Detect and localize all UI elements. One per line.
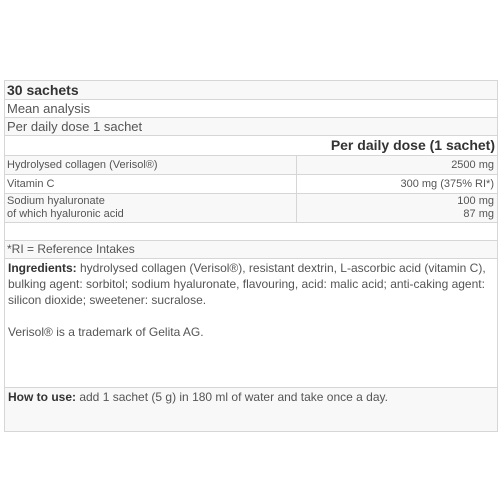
- per-daily-dose-note: Per daily dose 1 sachet: [5, 118, 498, 136]
- column-title: Per daily dose (1 sachet): [5, 136, 498, 156]
- hyaluronic-acid-value: 87 mg: [463, 208, 494, 220]
- nutrient-row: [5, 175, 498, 194]
- mean-analysis-row: [5, 100, 498, 118]
- ingredients-label: Ingredients:: [8, 261, 77, 275]
- per-daily-dose-note-row: [5, 118, 498, 136]
- spacer-cell: [5, 223, 498, 241]
- ingredients-text: hydrolysed collagen (Verisol®), resistant dextrin, L-ascorbic acid (vitamin C), bulking agent: sorbitol; sodium hyaluronate, flavouring, acid: malic acid; anti-caking agent: silicon dioxide; sweetener: sucralose.: [8, 261, 486, 307]
- hyaluronic-acid-name: of which hyaluronic acid: [7, 208, 124, 220]
- ingredients-row: [5, 259, 498, 388]
- nutrient-value: 2500 mg: [296, 156, 497, 175]
- how-to-use-text: add 1 sachet (5 g) in 180 ml of water and take once a day.: [76, 390, 388, 404]
- mean-analysis: Mean analysis: [5, 100, 498, 118]
- footnote-row: [5, 241, 498, 259]
- spacer-row: [5, 223, 498, 241]
- hyaluronate-value: 100 mg: [457, 195, 494, 207]
- hyaluronate-names: [5, 194, 297, 223]
- how-to-use-row: [5, 388, 498, 432]
- footnote: *RI = Reference Intakes: [5, 241, 498, 259]
- column-title-row: [5, 136, 498, 156]
- how-to-use-cell: [5, 388, 498, 432]
- nutrition-table: [4, 80, 498, 432]
- pack-size-row: [5, 81, 498, 100]
- nutrient-name: Hydrolysed collagen (Verisol®): [5, 156, 297, 175]
- nutrient-row: [5, 156, 498, 175]
- nutrient-name: Vitamin C: [5, 175, 297, 194]
- how-to-use-label: How to use:: [8, 390, 76, 404]
- pack-size: 30 sachets: [5, 81, 498, 100]
- trademark-note: Verisol® is a trademark of Gelita AG.: [8, 325, 204, 339]
- hyaluronate-name: Sodium hyaluronate: [7, 195, 105, 207]
- hyaluronate-row: [5, 194, 498, 223]
- hyaluronate-values: [296, 194, 497, 223]
- nutrient-value: 300 mg (375% RI*): [296, 175, 497, 194]
- ingredients-cell: [5, 259, 498, 388]
